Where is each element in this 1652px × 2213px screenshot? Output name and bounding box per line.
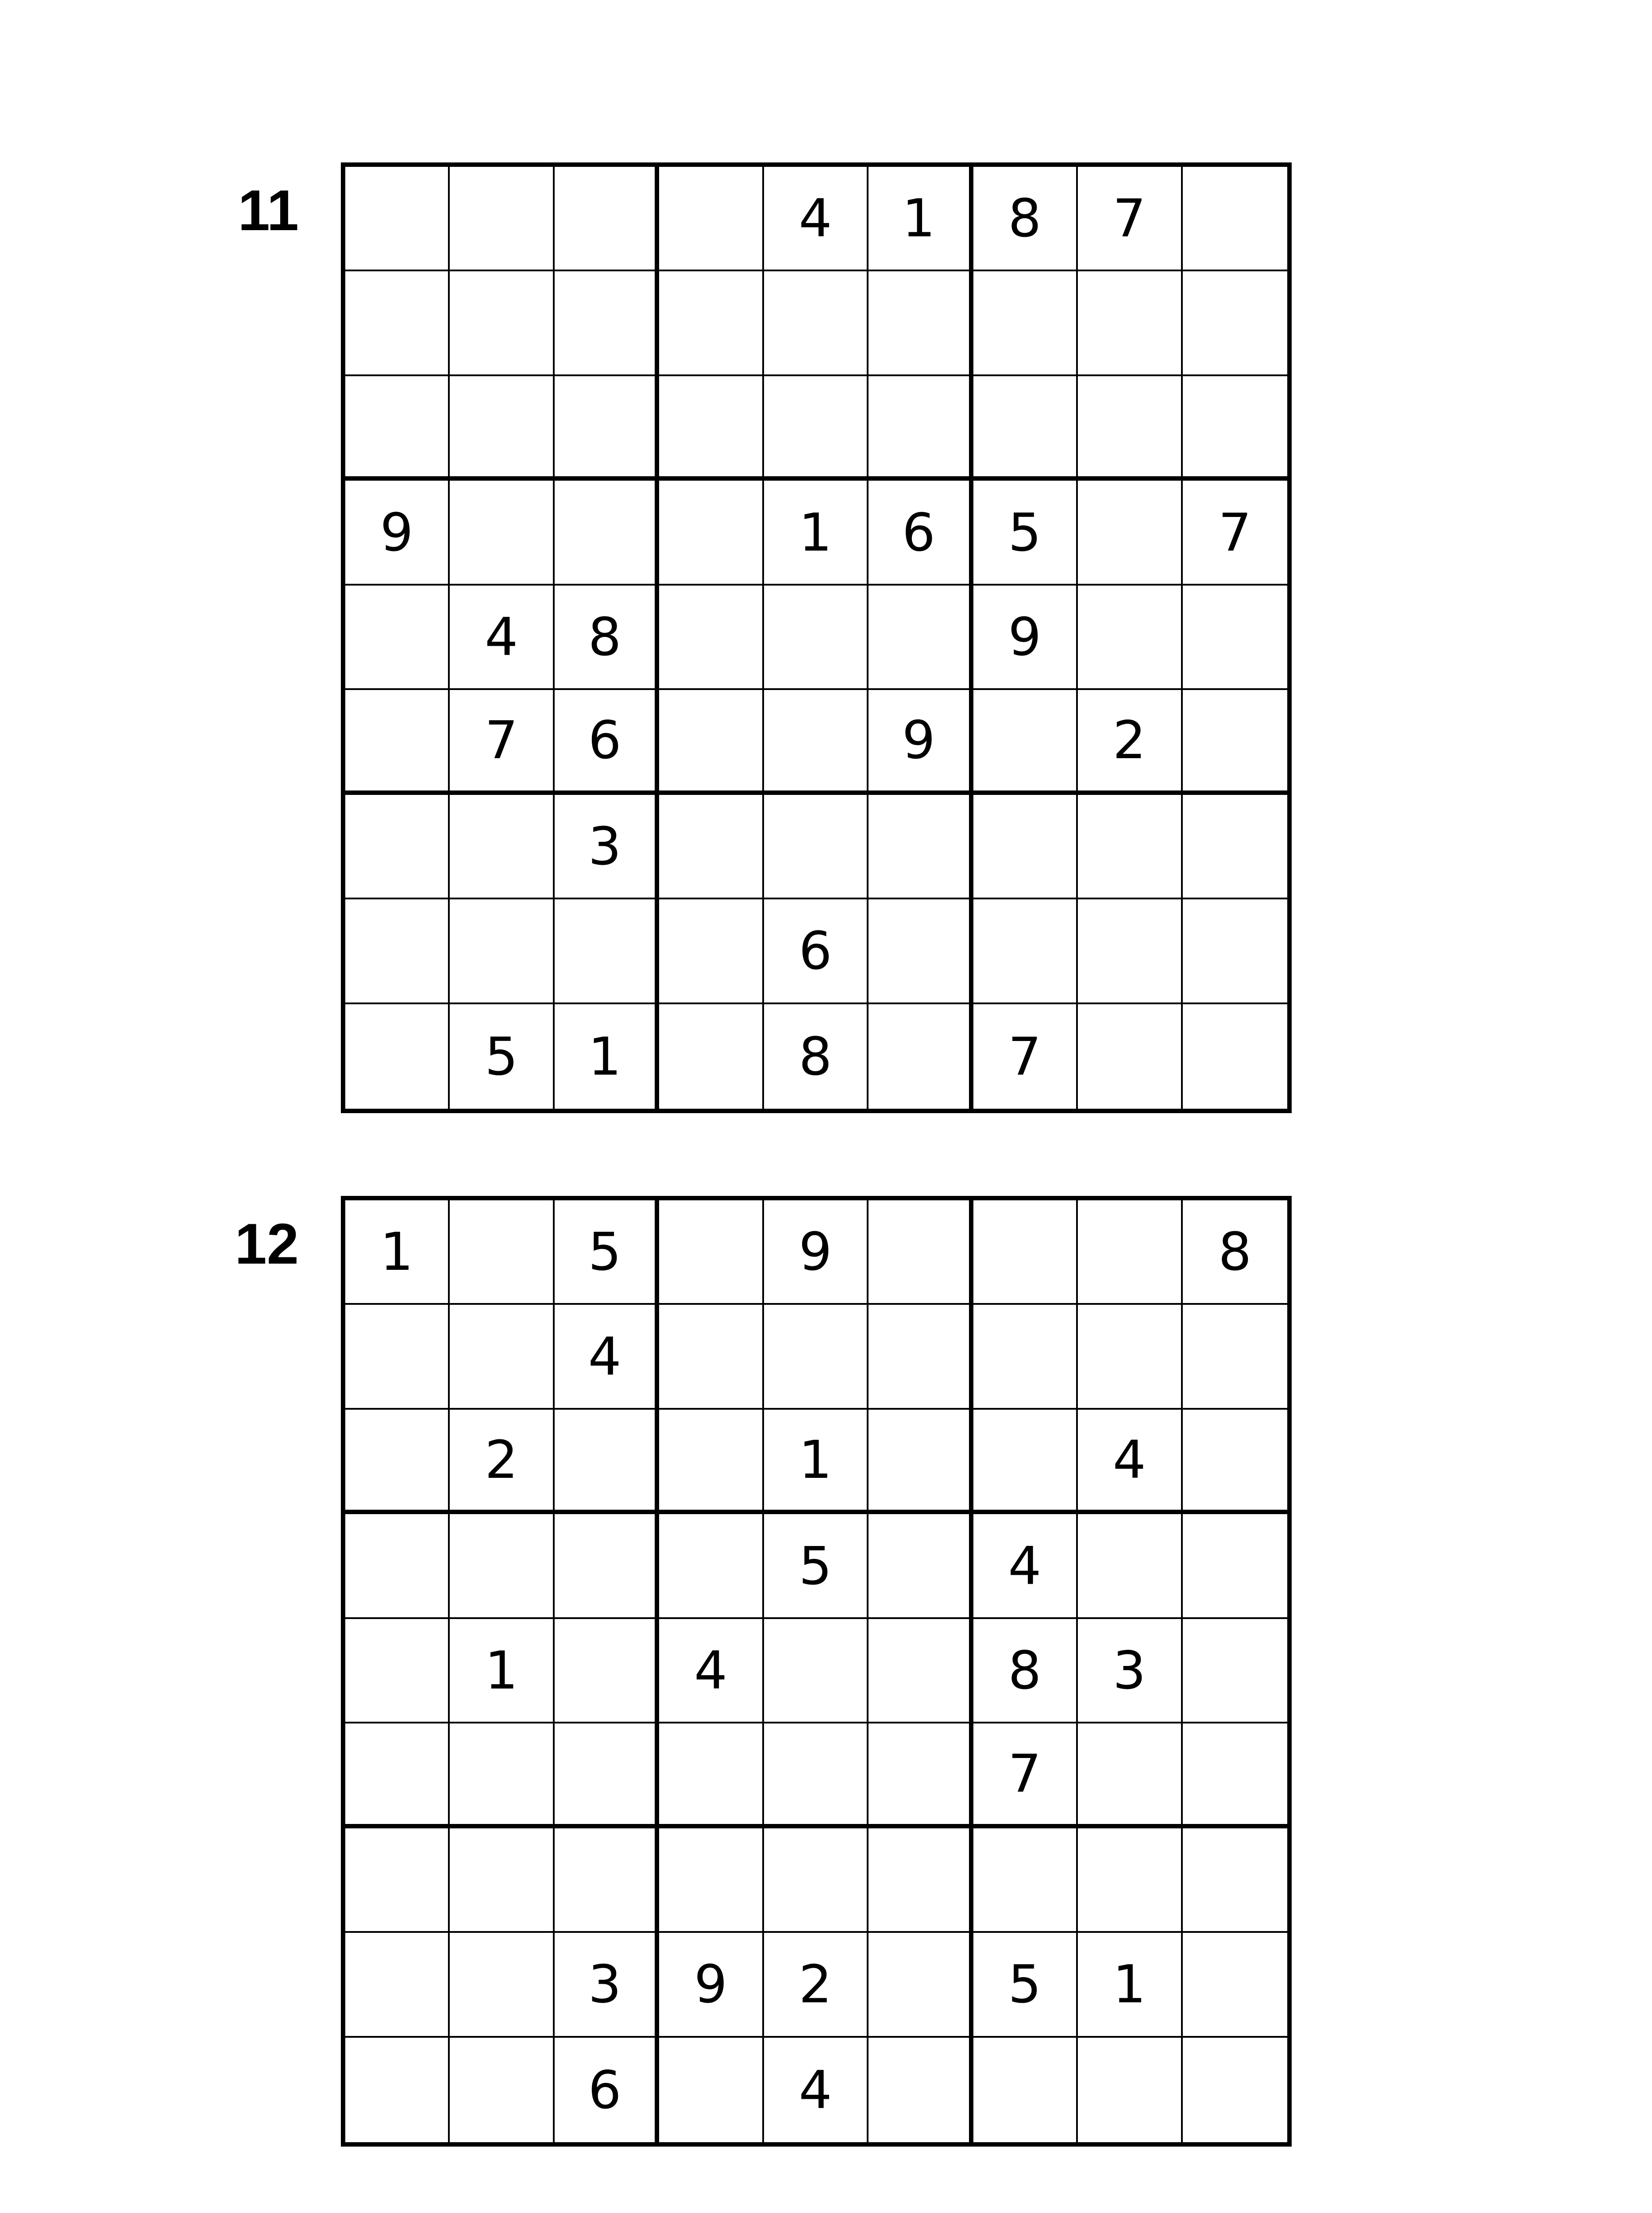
empty-cell[interactable] bbox=[659, 1828, 764, 1933]
empty-cell[interactable] bbox=[659, 1410, 764, 1514]
empty-cell[interactable] bbox=[1078, 376, 1182, 481]
empty-cell[interactable] bbox=[345, 1514, 450, 1619]
empty-cell[interactable] bbox=[345, 586, 450, 690]
empty-cell[interactable] bbox=[659, 1200, 764, 1305]
empty-cell[interactable] bbox=[1078, 586, 1182, 690]
empty-cell[interactable] bbox=[973, 1410, 1078, 1514]
empty-cell[interactable] bbox=[555, 167, 659, 271]
given-digit-cell: 1 bbox=[764, 481, 868, 585]
empty-cell[interactable] bbox=[1183, 1828, 1287, 1933]
given-digit-cell: 5 bbox=[764, 1514, 868, 1619]
given-digit-cell: 8 bbox=[973, 167, 1078, 271]
empty-cell[interactable] bbox=[345, 690, 450, 794]
empty-cell[interactable] bbox=[450, 271, 554, 376]
empty-cell[interactable] bbox=[1078, 271, 1182, 376]
empty-cell[interactable] bbox=[1078, 899, 1182, 1004]
empty-cell[interactable] bbox=[659, 1514, 764, 1619]
empty-cell[interactable] bbox=[868, 1200, 973, 1305]
given-digit-cell: 6 bbox=[555, 2038, 659, 2142]
empty-cell[interactable] bbox=[555, 481, 659, 585]
empty-cell[interactable] bbox=[973, 1200, 1078, 1305]
empty-cell[interactable] bbox=[973, 690, 1078, 794]
empty-cell[interactable] bbox=[450, 2038, 554, 2142]
empty-cell[interactable] bbox=[973, 1305, 1078, 1409]
empty-cell[interactable] bbox=[1183, 795, 1287, 899]
empty-cell[interactable] bbox=[659, 899, 764, 1004]
empty-cell[interactable] bbox=[659, 795, 764, 899]
empty-cell[interactable] bbox=[868, 1723, 973, 1828]
empty-cell[interactable] bbox=[764, 586, 868, 690]
given-digit-cell: 1 bbox=[764, 1410, 868, 1514]
empty-cell[interactable] bbox=[868, 1410, 973, 1514]
empty-cell[interactable] bbox=[1183, 167, 1287, 271]
empty-cell[interactable] bbox=[555, 1410, 659, 1514]
empty-cell[interactable] bbox=[1078, 481, 1182, 585]
given-digit-cell: 8 bbox=[973, 1619, 1078, 1723]
given-digit-cell: 1 bbox=[868, 167, 973, 271]
empty-cell[interactable] bbox=[868, 586, 973, 690]
empty-cell[interactable] bbox=[868, 1305, 973, 1409]
empty-cell[interactable] bbox=[764, 271, 868, 376]
given-digit-cell: 8 bbox=[1183, 1200, 1287, 1305]
empty-cell[interactable] bbox=[555, 1514, 659, 1619]
empty-cell[interactable] bbox=[868, 1004, 973, 1109]
empty-cell[interactable] bbox=[868, 1619, 973, 1723]
empty-cell[interactable] bbox=[868, 795, 973, 899]
empty-cell[interactable] bbox=[868, 2038, 973, 2142]
empty-cell[interactable] bbox=[659, 1305, 764, 1409]
given-digit-cell: 4 bbox=[659, 1619, 764, 1723]
given-digit-cell: 7 bbox=[973, 1723, 1078, 1828]
given-digit-cell: 4 bbox=[555, 1305, 659, 1409]
empty-cell[interactable] bbox=[555, 1828, 659, 1933]
given-digit-cell: 9 bbox=[868, 690, 973, 794]
given-digit-cell: 3 bbox=[555, 795, 659, 899]
given-digit-cell: 4 bbox=[450, 586, 554, 690]
given-digit-cell: 6 bbox=[868, 481, 973, 585]
empty-cell[interactable] bbox=[659, 481, 764, 585]
given-digit-cell: 7 bbox=[1078, 167, 1182, 271]
empty-cell[interactable] bbox=[1183, 690, 1287, 794]
empty-cell[interactable] bbox=[659, 1004, 764, 1109]
empty-cell[interactable] bbox=[659, 271, 764, 376]
sudoku-grid-12 bbox=[341, 1196, 1292, 2147]
given-digit-cell: 1 bbox=[345, 1200, 450, 1305]
empty-cell[interactable] bbox=[764, 690, 868, 794]
given-digit-cell: 7 bbox=[450, 690, 554, 794]
empty-cell[interactable] bbox=[973, 899, 1078, 1004]
empty-cell[interactable] bbox=[1183, 2038, 1287, 2142]
empty-cell[interactable] bbox=[1183, 899, 1287, 1004]
empty-cell[interactable] bbox=[555, 1723, 659, 1828]
empty-cell[interactable] bbox=[868, 1514, 973, 1619]
given-digit-cell: 5 bbox=[973, 481, 1078, 585]
empty-cell[interactable] bbox=[345, 376, 450, 481]
empty-cell[interactable] bbox=[345, 899, 450, 1004]
empty-cell[interactable] bbox=[450, 1305, 554, 1409]
empty-cell[interactable] bbox=[1183, 1514, 1287, 1619]
empty-cell[interactable] bbox=[1078, 1723, 1182, 1828]
given-digit-cell: 4 bbox=[764, 2038, 868, 2142]
given-digit-cell: 4 bbox=[1078, 1410, 1182, 1514]
given-digit-cell: 3 bbox=[1078, 1619, 1182, 1723]
given-digit-cell: 2 bbox=[764, 1933, 868, 2037]
given-digit-cell: 4 bbox=[764, 167, 868, 271]
empty-cell[interactable] bbox=[868, 376, 973, 481]
empty-cell[interactable] bbox=[450, 481, 554, 585]
sudoku-grid-11 bbox=[341, 162, 1292, 1113]
empty-cell[interactable] bbox=[868, 1933, 973, 2037]
empty-cell[interactable] bbox=[868, 899, 973, 1004]
empty-cell[interactable] bbox=[345, 1933, 450, 2037]
empty-cell[interactable] bbox=[973, 376, 1078, 481]
empty-cell[interactable] bbox=[345, 1723, 450, 1828]
empty-cell[interactable] bbox=[450, 1828, 554, 1933]
empty-cell[interactable] bbox=[1183, 586, 1287, 690]
empty-cell[interactable] bbox=[764, 1305, 868, 1409]
empty-cell[interactable] bbox=[345, 167, 450, 271]
given-digit-cell: 6 bbox=[764, 899, 868, 1004]
given-digit-cell: 7 bbox=[973, 1004, 1078, 1109]
empty-cell[interactable] bbox=[450, 1514, 554, 1619]
empty-cell[interactable] bbox=[659, 167, 764, 271]
empty-cell[interactable] bbox=[345, 1004, 450, 1109]
empty-cell[interactable] bbox=[1183, 271, 1287, 376]
empty-cell[interactable] bbox=[555, 271, 659, 376]
given-digit-cell: 9 bbox=[973, 586, 1078, 690]
empty-cell[interactable] bbox=[1183, 1410, 1287, 1514]
empty-cell[interactable] bbox=[659, 690, 764, 794]
given-digit-cell: 6 bbox=[555, 690, 659, 794]
empty-cell[interactable] bbox=[1078, 1828, 1182, 1933]
given-digit-cell: 4 bbox=[973, 1514, 1078, 1619]
empty-cell[interactable] bbox=[1183, 1933, 1287, 2037]
empty-cell[interactable] bbox=[1078, 1305, 1182, 1409]
given-digit-cell: 5 bbox=[973, 1933, 1078, 2037]
empty-cell[interactable] bbox=[973, 2038, 1078, 2142]
empty-cell[interactable] bbox=[555, 1619, 659, 1723]
given-digit-cell: 9 bbox=[345, 481, 450, 585]
given-digit-cell: 5 bbox=[450, 1004, 554, 1109]
empty-cell[interactable] bbox=[345, 271, 450, 376]
puzzle-number-11: 11 bbox=[238, 178, 299, 243]
given-digit-cell: 8 bbox=[555, 586, 659, 690]
given-digit-cell: 1 bbox=[450, 1619, 554, 1723]
empty-cell[interactable] bbox=[345, 2038, 450, 2142]
given-digit-cell: 3 bbox=[555, 1933, 659, 2037]
empty-cell[interactable] bbox=[1183, 1619, 1287, 1723]
empty-cell[interactable] bbox=[450, 167, 554, 271]
empty-cell[interactable] bbox=[1183, 1305, 1287, 1409]
empty-cell[interactable] bbox=[973, 271, 1078, 376]
given-digit-cell: 7 bbox=[1183, 481, 1287, 585]
empty-cell[interactable] bbox=[1078, 2038, 1182, 2142]
empty-cell[interactable] bbox=[973, 1828, 1078, 1933]
empty-cell[interactable] bbox=[450, 1933, 554, 2037]
empty-cell[interactable] bbox=[764, 376, 868, 481]
given-digit-cell: 2 bbox=[450, 1410, 554, 1514]
empty-cell[interactable] bbox=[868, 271, 973, 376]
empty-cell[interactable] bbox=[1078, 1004, 1182, 1109]
empty-cell[interactable] bbox=[450, 1200, 554, 1305]
empty-cell[interactable] bbox=[345, 1410, 450, 1514]
empty-cell[interactable] bbox=[1078, 795, 1182, 899]
empty-cell[interactable] bbox=[1183, 376, 1287, 481]
puzzle-number-12: 12 bbox=[235, 1211, 299, 1276]
empty-cell[interactable] bbox=[764, 795, 868, 899]
empty-cell[interactable] bbox=[659, 2038, 764, 2142]
empty-cell[interactable] bbox=[1183, 1004, 1287, 1109]
empty-cell[interactable] bbox=[1183, 1723, 1287, 1828]
empty-cell[interactable] bbox=[450, 899, 554, 1004]
given-digit-cell: 2 bbox=[1078, 690, 1182, 794]
empty-cell[interactable] bbox=[345, 795, 450, 899]
given-digit-cell: 1 bbox=[555, 1004, 659, 1109]
given-digit-cell: 5 bbox=[555, 1200, 659, 1305]
empty-cell[interactable] bbox=[555, 376, 659, 481]
given-digit-cell: 8 bbox=[764, 1004, 868, 1109]
empty-cell[interactable] bbox=[1078, 1514, 1182, 1619]
empty-cell[interactable] bbox=[450, 1723, 554, 1828]
empty-cell[interactable] bbox=[868, 1828, 973, 1933]
empty-cell[interactable] bbox=[764, 1828, 868, 1933]
empty-cell[interactable] bbox=[345, 1305, 450, 1409]
empty-cell[interactable] bbox=[345, 1619, 450, 1723]
empty-cell[interactable] bbox=[659, 1723, 764, 1828]
empty-cell[interactable] bbox=[659, 376, 764, 481]
empty-cell[interactable] bbox=[764, 1723, 868, 1828]
empty-cell[interactable] bbox=[1078, 1200, 1182, 1305]
empty-cell[interactable] bbox=[764, 1619, 868, 1723]
empty-cell[interactable] bbox=[659, 586, 764, 690]
given-digit-cell: 9 bbox=[659, 1933, 764, 2037]
given-digit-cell: 9 bbox=[764, 1200, 868, 1305]
empty-cell[interactable] bbox=[973, 795, 1078, 899]
empty-cell[interactable] bbox=[345, 1828, 450, 1933]
given-digit-cell: 1 bbox=[1078, 1933, 1182, 2037]
empty-cell[interactable] bbox=[555, 899, 659, 1004]
empty-cell[interactable] bbox=[450, 795, 554, 899]
empty-cell[interactable] bbox=[450, 376, 554, 481]
